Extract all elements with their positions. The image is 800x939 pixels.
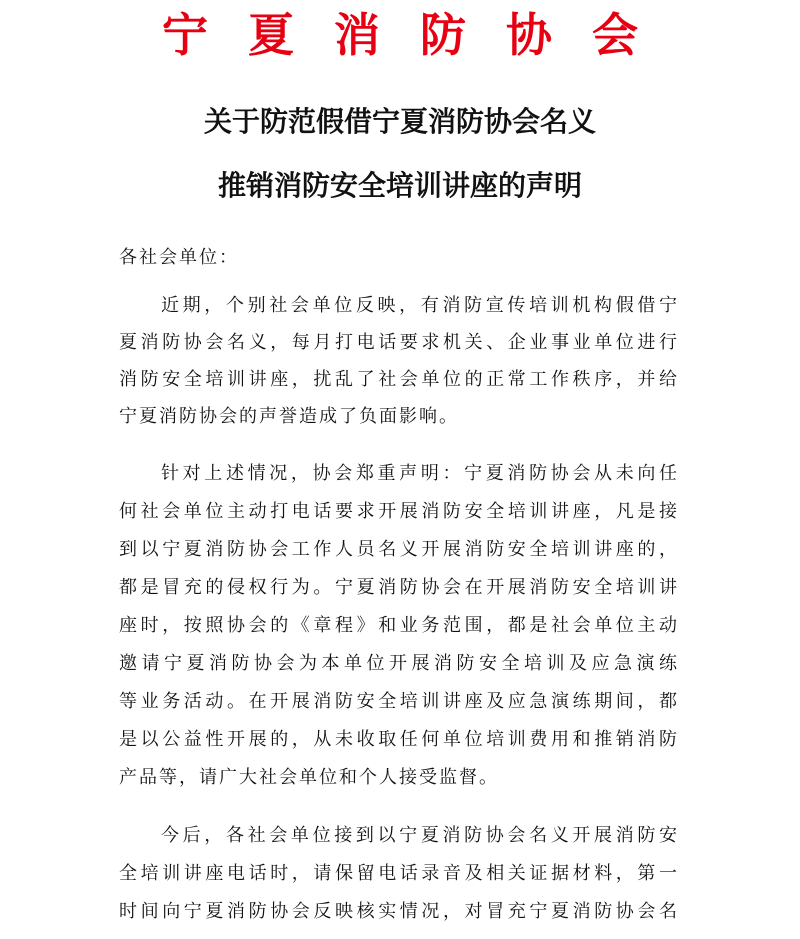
document-title-line-2: 推销消防安全培训讲座的声明 — [217, 169, 582, 202]
paragraph-2-line: 邀请宁夏消防协会为本单位开展消防安全培训及应急演练 — [119, 653, 679, 674]
paragraph-2-line: 产品等，请广大社会单位和个人接受监督。 — [119, 767, 499, 788]
paragraph-1-line: 宁夏消防协会的声誉造成了负面影响。 — [119, 406, 459, 427]
document-title-line-1: 关于防范假借宁夏消防协会名义 — [203, 105, 596, 138]
paragraph-3-line: 时间向宁夏消防协会反映核实情况，对冒充宁夏消防协会名 — [119, 901, 679, 922]
paragraph-1-line: 消防安全培训讲座，扰乱了社会单位的正常工作秩序，并给 — [119, 369, 679, 390]
salutation: 各社会单位： — [119, 247, 239, 268]
paragraph-2-line: 是以公益性开展的，从未收取任何单位培训费用和推销消防 — [119, 729, 679, 750]
paragraph-2-line: 到以宁夏消防协会工作人员名义开展消防安全培训讲座的， — [119, 539, 679, 560]
org-header: 宁夏消防协会 — [162, 8, 678, 62]
paragraph-1-line: 近期，个别社会单位反映，有消防宣传培训机构假借宁 — [161, 295, 679, 316]
paragraph-2-line: 何社会单位主动打电话要求开展消防安全培训讲座，凡是接 — [119, 501, 679, 522]
paragraph-2-line: 针对上述情况，协会郑重声明：宁夏消防协会从未向任 — [161, 463, 679, 484]
paragraph-2-line: 都是冒充的侵权行为。宁夏消防协会在开展消防安全培训讲 — [119, 577, 679, 598]
paragraph-2-line: 座时，按照协会的《章程》和业务范围，都是社会单位主动 — [119, 615, 679, 636]
paragraph-3-line: 今后，各社会单位接到以宁夏消防协会名义开展消防安 — [161, 825, 679, 846]
paragraph-1-line: 夏消防协会名义，每月打电话要求机关、企业事业单位进行 — [119, 332, 679, 353]
paragraph-3-line: 全培训讲座电话时，请保留电话录音及相关证据材料，第一 — [119, 863, 679, 884]
paragraph-2-line: 等业务活动。在开展消防安全培训讲座及应急演练期间，都 — [119, 691, 679, 712]
